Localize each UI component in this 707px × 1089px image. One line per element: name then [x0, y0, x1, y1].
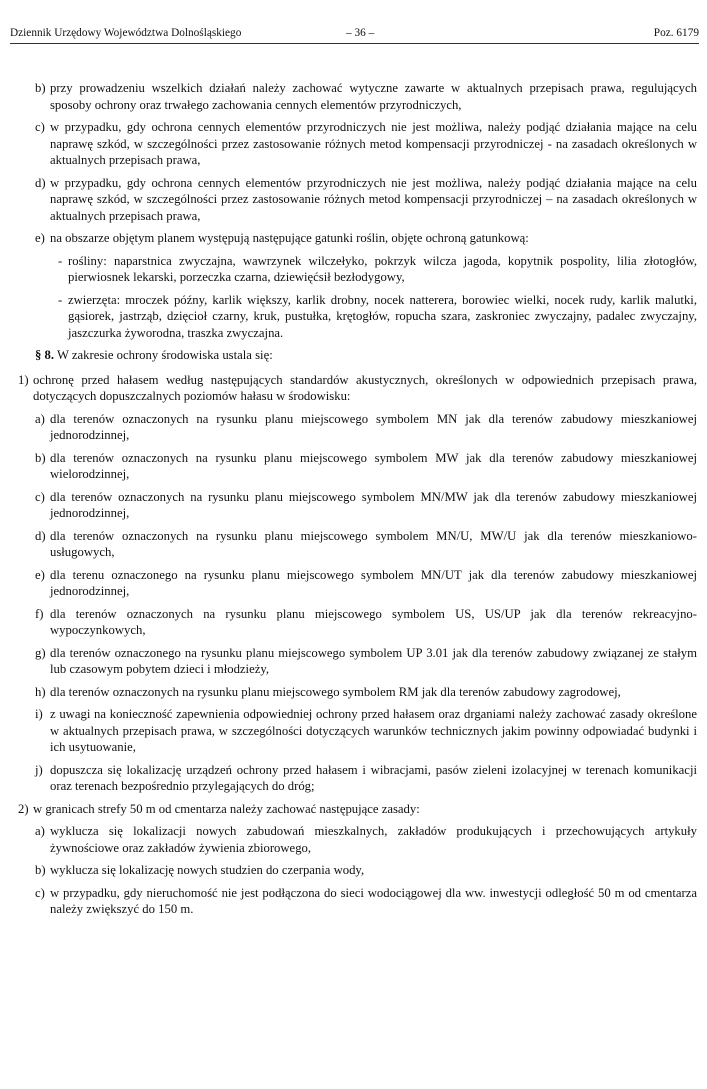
item-text: dla terenów oznaczonych na rysunku planu miejscowego symbolem MW jak dla terenów zabudowy mieszkaniowej wielorodzinnej, — [50, 450, 697, 481]
section-number: § 8. — [35, 348, 55, 362]
item-text: zwierzęta: mroczek późny, karlik większy, karlik drobny, nocek natterera, borowiec wielki, nocek rudy, karlik malutki, gąsiorek, jastrząb, dzięcioł czarny, kruk, pustułka, krętogłów, ropucha szara, zaskroniec zwyczajny, padalec zwyczajny, jaszczurka żyworodna, traszka zwyczajna. — [68, 292, 697, 340]
list-item — [18, 175, 697, 225]
journal-title: Dziennik Urzędowy Województwa Dolnośląskiego — [10, 27, 242, 39]
dash-item — [18, 292, 697, 342]
item-marker: h) — [35, 684, 46, 699]
numbered-point — [18, 801, 697, 818]
item-text: wyklucza się lokalizację nowych studzien do czerpania wody, — [50, 863, 365, 877]
dash-marker: - — [58, 292, 63, 307]
item-marker: c) — [35, 489, 45, 504]
item-text: dla terenów oznaczonych na rysunku planu miejscowego symbolem MN/U, MW/U jak dla terenów mieszkaniowo-usługowych, — [50, 528, 697, 559]
list-item — [18, 528, 697, 561]
list-item — [18, 706, 697, 756]
item-text: dla terenów oznaczonych na rysunku planu miejscowego symbolem US, US/UP jak dla terenów rekreacyjno-wypoczynkowych, — [50, 606, 697, 637]
list-item — [18, 450, 697, 483]
item-marker: g) — [35, 645, 46, 660]
list-item — [18, 684, 697, 701]
item-text: na obszarze objętym planem występują następujące gatunki roślin, objęte ochroną gatunkową: — [50, 231, 529, 245]
item-marker: i) — [35, 707, 43, 721]
item-text: dla terenu oznaczonego na rysunku planu miejscowego symbolem MN/UT jak dla terenów zabudowy mieszkaniowej jednorodzinnej, — [50, 567, 697, 598]
point-marker: 1) — [18, 372, 29, 387]
list-item — [18, 80, 697, 113]
dash-item — [18, 253, 697, 286]
item-text: dla terenów oznaczonych na rysunku planu miejscowego symbolem MN jak dla terenów zabudowy mieszkaniowej jednorodzinnej, — [50, 411, 697, 442]
item-marker: c) — [35, 885, 45, 900]
position-number: Poz. 6179 — [653, 27, 699, 39]
item-marker: f) — [35, 606, 44, 621]
item-marker: j) — [35, 762, 43, 777]
item-marker: c) — [35, 120, 45, 134]
item-text: w przypadku, gdy ochrona cennych elementów przyrodniczych nie jest możliwa, należy podjąć działania mające na celu naprawę szkód, w szczególności przez zastosowanie różnych metod kompensacji przyrodniczej - na zasadach określonych w aktualnych przepisach prawa, — [50, 120, 697, 167]
item-marker: d) — [35, 175, 46, 190]
list-item — [18, 645, 697, 678]
item-text: w przypadku, gdy nieruchomość nie jest podłączona do sieci wodociągowej dla ww. inwestycji odległość 50 m od cmentarza należy zwiększyć do 150 m. — [50, 885, 697, 916]
document-body — [18, 80, 697, 924]
list-item — [18, 762, 697, 795]
item-marker: b) — [35, 81, 46, 95]
item-marker: b) — [35, 863, 46, 877]
item-text: dla terenów oznaczonych na rysunku planu miejscowego symbolem MN/MW jak dla terenów zabudowy mieszkaniowej jednorodzinnej, — [50, 489, 697, 520]
item-text: wyklucza się lokalizacji nowych zabudowań mieszkalnych, zakładów produkujących i przechowujących artykuły żywnościowe oraz zakładów żywienia zbiorowego, — [50, 824, 697, 855]
list-item — [18, 411, 697, 444]
item-text: przy prowadzeniu wszelkich działań należy zachować wytyczne zawarte w aktualnych przepisach prawa, regulujących sposoby ochrony oraz trwałego zachowania cennych elementów przyrodniczych, — [50, 81, 697, 112]
list-item — [18, 567, 697, 600]
item-marker: e) — [35, 231, 45, 245]
list-item — [18, 230, 697, 247]
item-marker: d) — [35, 528, 46, 543]
point-text: ochronę przed hałasem według następujących standardów akustycznych, określonych w odpowiednich przepisach prawa, dotyczących dopuszczalnych poziomów hałasu w środowisku: — [33, 372, 697, 403]
item-text: z uwagi na konieczność zapewnienia odpowiedniej ochrony przed hałasem oraz drganiami należy zachować zasady określone w aktualnych przepisach prawa, w szczególności dotyczących warunków technicznych jakim powinny odpowiadać budynki i ich usytuowanie, — [50, 707, 697, 754]
list-item — [18, 823, 697, 856]
dash-marker: - — [58, 253, 63, 268]
section-heading — [35, 347, 697, 364]
list-item — [18, 606, 697, 639]
item-text: dopuszcza się lokalizację urządzeń ochrony przed hałasem i wibracjami, pasów zieleni izolacyjnej w terenach komunikacji oraz terenach bezpośrednio przylegających do dróg; — [50, 762, 697, 793]
point-marker: 2) — [18, 801, 29, 816]
item-marker: a) — [35, 824, 45, 838]
section-text: W zakresie ochrony środowiska ustala się: — [56, 348, 273, 362]
item-marker: a) — [35, 411, 45, 426]
page-number: – 36 – — [346, 27, 375, 39]
point-text: w granicach strefy 50 m od cmentarza należy zachować następujące zasady: — [33, 801, 420, 816]
list-item — [18, 885, 697, 918]
list-item — [18, 119, 697, 169]
item-text: w przypadku, gdy ochrona cennych elementów przyrodniczych nie jest możliwa, należy podjąć działania mające na celu naprawę szkód, w szczególności przez zastosowanie różnych metod kompensacji przyrodniczej – na zasadach określonych w aktualnych przepisach prawa, — [50, 175, 697, 223]
item-text: rośliny: naparstnica zwyczajna, wawrzynek wilczełyko, pokrzyk wilcza jagoda, kopytnik pospolity, lilia złotogłów, pierwiosnek lekarski, porzeczka czarna, dziewięćsił bezłodygowy, — [68, 253, 697, 284]
list-item — [18, 862, 697, 879]
numbered-point — [18, 372, 697, 405]
item-marker: e) — [35, 567, 45, 582]
item-text: dla terenów oznaczonego na rysunku planu miejscowego symbolem UP 3.01 jak dla terenów zabudowy związanej ze stałym lub czasowym pobytem dzieci i młodzieży, — [50, 645, 697, 676]
page-header — [10, 27, 699, 44]
item-marker: b) — [35, 450, 46, 465]
item-text: dla terenów oznaczonych na rysunku planu miejscowego symbolem RM jak dla terenów zabudowy zagrodowej, — [50, 684, 621, 699]
list-item — [18, 489, 697, 522]
